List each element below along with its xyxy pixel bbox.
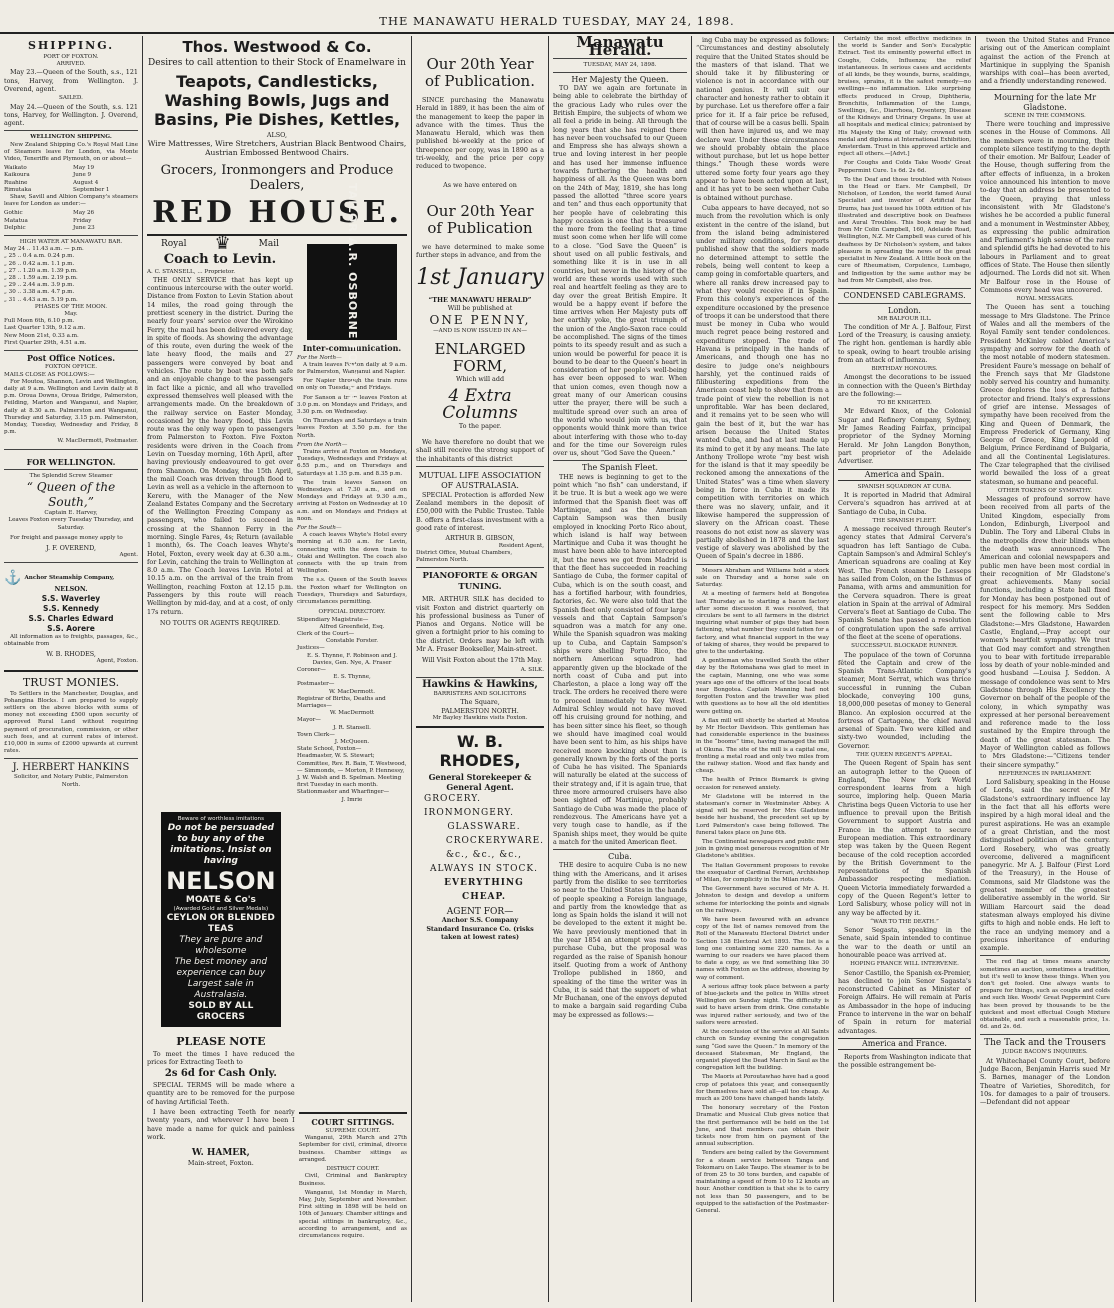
freight-text: For freight and passage money apply to xyxy=(10,534,123,541)
for-wellington-heading: FOR WELLINGTON. xyxy=(26,456,116,467)
court-sittings-heading: COURT SITTINGS. xyxy=(311,1116,395,1127)
mutual-heading: MUTUAL LIFE ASSOCIATION OF AUSTRALASIA. xyxy=(418,470,542,490)
ship-list xyxy=(4,165,138,194)
district-text-2: Wanganui, 1st Monday in March, May, July, September and November. First sitting in 1898 will be held on 10th of January. Chamber sittings and special sittings in bankruptcy, &c., according to arrangement, and as circumstances require. xyxy=(298,1189,407,1239)
ship-name: Rimutaka xyxy=(4,186,32,193)
list-item: Full Moon 6th, 6.10 p.m. xyxy=(4,318,75,325)
france-continued: tween the United States and France arising out of the American complaint against the action of the French at Martinique in supplying the Spanish warships with coal—has been averted, and a friendly understanding renewed. xyxy=(980,36,1110,86)
general-storekeeper: General Storekeeper & General Agent. xyxy=(428,772,532,793)
local-news-11: A serious affray took place between a party of blue-jackets and the police in Willis street Wellington on Sunday night. The difficulty is said to have arisen from drink. One constable was injured rather seriously, and two of the sailors were arrested. xyxy=(696,983,829,1026)
nelson-moate: MOATE & Co's xyxy=(185,894,256,905)
nelson-tea-advert xyxy=(161,812,281,1027)
knighted-text: Mr Edward Knox, of the Colonial Sugar and Refinery Company, Sydney, Mr James Reading Fairfax, principal proprietor of the Sydney Morning Herald. Mr John Langdon Bonython, part proprietor of the Adelaide Advertiser. xyxy=(838,407,971,466)
ship-date: September 1 xyxy=(73,186,110,193)
list-item xyxy=(4,187,138,194)
teapots-list: Teapots, Candlesticks, Washing Bowls, Jugs and Basins, Pie Dishes, Kettles, xyxy=(153,72,401,129)
table-row: „ 31 .. 4.43 a.m. 5.19 p.m. xyxy=(4,296,78,303)
westwood-desires: Desires to call attention to their Stock of Enamelware in xyxy=(148,58,406,68)
list-item: E. S. Thynne, xyxy=(333,674,371,681)
hamer-address: Main-street, Foxton. xyxy=(187,1159,254,1168)
extracting-text: I have been extracting Teeth for nearly twenty years, and wherever I have been I have made a name for quick and painless work. xyxy=(147,1107,295,1141)
local-news-9: The Government have secured of Mr A. H. Johnston to design and develop a uniform scheme for interlocking the points and signals on the railways. xyxy=(696,886,829,914)
local-news-7: The Continental newspapers and public men join in giving most generous recognition of Mr Gladstone's abilities. xyxy=(696,839,829,860)
regent-text: The Queen Regent of Spain has sent an autograph letter to the Queen of England, The New York World correspondent learns from a high source, imploring help. Queen Maria Christina begs Queen Victoria to use her influence to prevail upon the British Government to support Austria and France in the attempt to secure European mediation. This extraordinary step was taken by the Queen Regent because of the cold reception accorded by the British Government to the representations of the Spanish Ambassador respecting mediation. Queen Victoria immediately forwarded a copy of the Queen Regent's letter to Lord Salisbury, whose policy will not in any way be affected by it. xyxy=(838,759,971,917)
list-item xyxy=(4,210,138,217)
list-item: Stipendiary Magistrate— xyxy=(297,616,369,623)
references-text: Lord Salisbury, speaking in the House of Lords, said the secret of Mr Gladstone's extraordinary influence lay in the fact that all his efforts were inspired by a high moral ideal and the purest aspirations. He was an example of a great Christian, and the most distinguished politician of the century. Lord Rosebery, who was greatly overcome, delivered a magnificent panegyric. Mr A. J. Balfour (First Lord of the Treasury), in the House of Commons, said Mr Gladstone was the greatest member of the greatest deliberative assembly in the world. Sir William Harcourt said the dead statesman always employed his divine gifts to high and noble ends. He left to the race an undying memory and a precious inheritance of enduring example. xyxy=(980,778,1110,953)
north-3: For Sanson a train leaves Foxton at 3.0 p.m. on Mondays and Fridays, and 3.30 p.m. on Wednesday. xyxy=(297,394,407,416)
anchor-heading xyxy=(4,571,138,585)
america-france-heading: America and France. xyxy=(838,1038,971,1050)
red-house: RED HOUSE. xyxy=(152,195,402,231)
local-news-14: The honorary secretary of the Foxton Dramatic and Musical Club gives notice that the first performance will be held on the 1st June, and that members can obtain their tickets now from him on payment of the annual subscription. xyxy=(696,1105,829,1148)
balfour-text: The condition of Mr A. J. Balfour, First Lord of the Treasury, is causing anxiety. The right hon. gentleman is hardly able to speak, owing to heart trouble arising from an attack of influenza. xyxy=(838,322,971,364)
sailed-text: May 24.—Queen of the South, s.s. 121 tons, Harvey, for Wellington. J. Overend, agent. xyxy=(4,102,138,128)
for-south-2: The s.s. Queen of the South leaves the Foxton wharf for Wellington on Tuesdays, Thursdays and Saturdays, circumstances permitting. xyxy=(297,577,407,606)
list-item: W. MacDermott xyxy=(329,710,375,717)
tide-table xyxy=(4,246,138,304)
hoping-text: Senor Castillo, the Spanish ex-Premier, has declined to join Senor Sagasta's reconstructed Cabinet as Minister of Foreign Affairs. He will remain at Paris as Ambassador in the hope of inducing France to intervene in the war on behalf of Spain in return for material advantages. xyxy=(838,968,972,1035)
nelson-brand: NELSON xyxy=(166,866,276,895)
paper-date: TUESDAY, MAY 24, 1898. xyxy=(583,61,657,68)
column-advertisements xyxy=(143,36,411,1302)
cuba-continued: ing Cuba may be expressed as follows: “Circumstances and destiny absolutely require that the United States should be the masters of that island. That we should take it by filibustering or violence is not in accordance with our national genius. It will suit our character and honesty rather to obtain it by purchase. Let us therefore offer a fair price for it. If a fair price be refused, that of course will be a casus belli. Spain will then have injured us, and we may declare war. Under these circumstances we should probably obtain the place without purchase, but let us hope better things.” Though these words were uttered some forty four years ago they appear to have been acted upon at last, and it has yet to be seen whether Cuba is obtained without purchase. xyxy=(696,36,830,202)
mails-text: For Moutoa, Shannon, Levin and Wellington, daily at 9 a.m. Wellington and Levin daily at 8 p.m. Oroua Downs, Oroua Bridge, Palmerston, Feilding, Marton and Wanganui, and Napier, daily at 8.30 a.m. Palmerston and Wanganui, Thursday and Saturday, 3.15 p.m. Palmerston, Monday, Tuesday, Wednesday and Friday, 8 p.m. xyxy=(4,378,138,436)
america-france-text: Reports from Washington indicate that the possible estrangement be- xyxy=(838,1053,971,1070)
list-item: ALWAYS IN STOCK. xyxy=(430,864,538,875)
local-news-5: The health of Prince Bismarck is giving occasion for renewed anxiety. xyxy=(696,777,829,791)
red-flag-advert: The red flag at times means anarchy sometimes an auction, sometimes a tradition, but it's well to know these things. When you don't get fooled. One always wants to prepare for things, such as coughs and colds and such like. Woods' Great Peppermint Cure has been proved by thousands to be the quickest and most effectual Cough Mixture obtainable, and such a reasonable price, 1s. 6d. and 2s. 6d. xyxy=(980,959,1110,1031)
local-news-2: At a meeting of farmers held at Bongotea last Thursday as to starting a bacon factory after some discussion it was resolved, that circulars be sent to all farmers in the district inquiring what number of pigs they had been fattening, what number they could fatten for a factory, and what financial support in the way of taking of shares, they would be prepared to give to the undertaking. xyxy=(696,591,829,655)
column-editorial xyxy=(549,36,691,1302)
standard-insurance: Standard Insurance Co. (risks taken at lowest rates) xyxy=(426,924,534,941)
barristers: BARRISTERS AND SOLICITORS xyxy=(433,691,527,698)
foxton-office: FOXTON OFFICE. xyxy=(44,364,98,371)
ship-name: Gothic xyxy=(4,210,23,217)
table-row: „ 27 .. 1.20 a.m. 1.39 p.m. xyxy=(4,267,78,274)
ship-name: Kaikoura xyxy=(4,172,30,179)
coach-heading: Coach to Levin. xyxy=(163,251,277,267)
port-heading: PORT OF FOXTON. xyxy=(43,54,99,60)
spanish-fleet-subheading: THE SPANISH FLEET. xyxy=(872,517,937,524)
list-item: S.S. Charles Edward xyxy=(28,613,114,623)
list-item: Registrar of Births, Deaths and Marriages— xyxy=(297,695,386,709)
ship-name: Matatua xyxy=(4,217,28,224)
other-tokens-text: Messages of profound sorrow have been received from all parts of the United Kingdom, especially from London, Edinburgh, Liverpool and Dublin. The Tory and Liberal Clubs in the metropolis drew their blinds when the death was announced. The American and colonial newspapers and public men have been most cordial in their recognition of Mr Gladstone's great achievements. Many social functions, including a State ball fixed for Monday has been postponed out of respect for his memory. Mrs Sedden sent the following cable to Mrs Gladstone:—Mrs Gladstone, Hawarden Castle, England,—Pray accept our women's heartfelt sympathy. We trust that God may comfort and strengthen you to bear with fortitude irreparable loss by death of your noble-minded and good husband —Louisa J. Seddon. A message of condolence was sent to Mrs Gladstone through His Excellency the Governor on behalf of the people of the colony, in which sympathy was expressed at her personal bereavement and reference made to the loss sustained by the Empire through the death of the great statesman. The Mayor of Wellington cabled as follows to Mrs Gladstone:—“Citizens tender their sincere sympathy.” xyxy=(980,495,1110,769)
year-heading-2: Our 20th Year xyxy=(426,201,534,220)
grocers-text: Grocers, Ironmongers and Produce Dealers, xyxy=(160,163,394,194)
list-item: State School, Foxton— xyxy=(297,746,362,753)
list-item: CROCKERYWARE. xyxy=(445,836,544,847)
column-cablegrams xyxy=(834,36,975,1302)
local-news-1: Messrs Abraham and Williams hold a stock sale on Thursday and a horse sale on Saturday. xyxy=(696,567,829,589)
silk-visit: Will Visit Foxton about the 17th May. xyxy=(422,656,543,665)
district-text: Civil, Criminal and Bankruptcy Business. xyxy=(298,1173,407,1187)
table-row: May 24 .. 11.43 a.m. — p.m. xyxy=(4,246,84,253)
table-row: „ 26 .. 0.42 a.m. 1.1 p.m. xyxy=(4,260,75,267)
balfour-heading: MR BALFOUR ILL. xyxy=(877,315,932,322)
spanish-fleet-text: THE news is beginning to get to the point which “no fish” can understand, if it be true. It is but a week ago we were informed that the Spanish fleet was off Martinique, and as the American Captain Sampson was then busily employed in knocking Porto Rico about, which island is half way between Martinique and Cuba it was thought he must have been able to have intercepted it, but the news we got from Madrid is that the fleet has succeeded in reaching Santiago de Cuba, the former capital of Cuba, which is on the south coast, and has a fortified harbour, with foundries, factories, &c. We were also told that the Spanish fleet only consisted of four large vessels and that Captain Sampson's squadron was a match for any one. While the Spanish squadron was making up to Cuba, and Captain Sampson's ships were shelling Porto Rico, the northern American squadron had apparently given up the blockade of the north coast of Cuba and put into Charleston, a place a long way off the track. The orders he received there were to proceed immediately to Key West. Admiral Schley would not have moved off his cruising ground for nothing, and has been sitter since his fleet, so though we should have imagined coal would have been sent to him, as his ships have received more knocking about than is generally known by the forts of the ports of Cuba he has visited. The Spaniards will naturally be elated at the success of their strategy and, if it is again true, that three more armoured cruisers have also been sighted off Martinique, probably Santiago de Cuba was made the place of rendezvous. The Americans have yet a very tough case to handle, as if the Spanish ships meet, they would be quite a match for the united American fleet. xyxy=(553,472,687,846)
list-item: First Quarter 29th, 4.51 a.m. xyxy=(4,339,87,346)
table-row: „ 28 .. 1.59 a.m. 2.19 p.m. xyxy=(4,275,78,282)
list-item: S.S. Waverley xyxy=(41,593,101,603)
royal-messages-heading: ROYAL MESSAGES. xyxy=(1016,296,1074,303)
extra-columns: 4 Extra Columns xyxy=(442,385,518,423)
issued-text: —AND IS NOW ISSUED IN AN— xyxy=(433,328,527,335)
ship-name: Waikato xyxy=(4,165,27,172)
local-news-6: Mr Gladstone will be interred in the statesman's corner in Westminster Abbey. A signal will be reserved for Mrs Gladstone beside her husband, the precedent set up by Lord Palmerston's case being followed. The funeral takes place on June 6th. xyxy=(696,793,829,836)
list-item xyxy=(4,172,138,179)
local-news-3: A gentleman who travelled South the other day by the Rotomahana was glad to meet in the captain, Manning, one who was some years ago one of the officers of the local boats near Bongotea. Captain Manning had not forgotten Foxton and the traveller was plied with questions as to how all the old identities were getting on. xyxy=(696,658,829,715)
nelson-persuade: Do not be persuaded to buy any of the imitations. Insist on having xyxy=(167,822,274,866)
war-text: Senor Segasta, speaking in the Senate, said Spain intended to continue the war to the death or until an honourable peace was arrived at. xyxy=(838,926,971,960)
anchor-icon: ⚓ xyxy=(4,570,22,587)
list-item xyxy=(4,225,138,232)
list-item: S.S. Kennedy xyxy=(43,603,99,613)
wb-rhodes-heading: W. B. RHODES, xyxy=(439,732,521,771)
support-text: We have therefore no doubt that we shall still receive the strong support of the inhabitants of this district xyxy=(416,437,544,463)
wellington-text: New Zealand Shipping Co.'s Royal Mail Line of Steamers leave for London, via Monte Video, Teneriffe and Plymouth, on or about— xyxy=(4,141,138,162)
cuba-decay: Cuba appears to have decayed, not so much from the revolution which is only existent in the centre of the island, but from the island being administered under military conditions, for reports published show that the soldiers made no determined attempt to settle the rebels, being well content to keep a camp going in comfortable quarters, and where all ranks drew increased pay to what they would receive if in Spain. From this colony's experiences of the expenditure occasioned by the presence of troops it can be understood that there must be money in Cuba who would much regret peace being restored and expenditure stopped. The trade of Havana is principally in the hands of Americans, and though one has no desire to judge one's neighbours harshly, yet the continued raids of filibustering expeditions from the American coast help to show that from a trade point of view the rebellion is not unprofitable. War has been declared, and it remains yet to be seen who will gain the best of it, but the war has arisen because the United States wanted Cuba, and had at last made up its mind to get it by any means. The late Anthony Trollope wrote “my best wish for the island is that it may speedily be reckoned among the annexations of the United States” was a time when slavery being in force in Cuba it made its competition with territories on which there was no slavery, unfair, and it likewise hampered the suppression of slavery on the African coast. These reasons do not exist now as slavery was partially abolished in 1878 and the last vestige of slavery was abolished by the Queen of Spain's decree in 1886. xyxy=(696,203,829,561)
table-row: „ 29 .. 2.44 a.m. 3.9 p.m. xyxy=(4,282,75,289)
anchor-co: Anchor S.S. Company xyxy=(441,916,519,925)
enlarged-form: ENLARGED FORM, xyxy=(434,340,526,376)
agent-for: AGENT FOR— xyxy=(446,907,514,918)
for-north: For the North— xyxy=(297,354,342,361)
silk-signature: A. SILK. xyxy=(520,666,544,673)
palmerston: PALMERSTON NORTH. xyxy=(441,706,519,715)
please-note-heading: PLEASE NOTE xyxy=(176,1035,266,1049)
list-item: Headmaster, W. S. Stewart; Committee, Rev. R. Bain, T. Westwood, — Simmonds, — Morton, P. Hennessy, J. W. Walsh and B. Spelman. Meeting first Tuesday in each month. xyxy=(297,753,407,789)
district-court: DISTRICT COURT. xyxy=(326,1166,380,1173)
trust-monies-heading: TRUST MONIES. xyxy=(22,675,120,689)
hankins-title: Solicitor, and Notary Public, Palmerston North. xyxy=(14,774,128,788)
postmaster-sig: W. MacDermott, Postmaster. xyxy=(57,438,138,445)
moon-month: May. xyxy=(64,311,78,318)
her-majesty-text: TO DAY we again are fortunate in being able to celebrate the birthday of the gracious Lady who rules over the British Empire, the subjects of whom we all feel a pride in being. All through the long years that she has reigned there has never been vouchsafed to our Queen and Empress she has always shown a true and loving interest in her people and has used her immense influence towards furthering the health and happiness of all. As the Queen was born on the 24th of May, 1819, she has long passed the allotted “three score years and ten” and thus each opportunity that her people have of celebrating this happy occasion is one that is treasured the more from the feeling that a time must soon come when her life will come to a close. “God Save the Queen” is shout used on all public festivals, and something like it is in use in all countries, but never in the history of the world are these words used with such real and heartfelt feeling as they are to day over the great British Empire. It would be a happy event if before the time arrives when Her Majesty puts off her earthly yoke, the great triumph of the union of the Anglo-Saxon race could be accomplished. The signs of the times points to its speedy result and as such a union would be powerful for peace it is bound to be dear to the Queen's heart in consideration of her people's well-being has ever been opposed to war. When that union comes, even though now a great many of our American cousins utter the prayer, there will be such a multitude spread over such an area of the world who would join with us, that opponents would think more than twice about interfering with those who to-day and for the time our Sovereign rules over us, shout “God Save the Queen.” xyxy=(553,84,687,458)
nelson-best: The best money and experience can buy xyxy=(174,957,268,979)
nelson-beware: Beware of worthless imitations xyxy=(177,815,264,822)
overend: J. F. OVEREND, xyxy=(45,543,97,552)
cuba-text: THE desire to acquire Cuba is no new thing with the Americans, and it arises partly from the dislike to see territories so near to the United States in the hands of people speaking a Foreign language, and partly from the knowledge that as long as Spain holds the island it will not be developed to the extent it might be. We have previously mentioned that in the year 1854 an attempt was made to purchase Cuba, but the proposal was regarded as the raise of Spanish honour itself. Quoting from a work of Anthony Trollope published in 1860, and speaking of the time the writer was in Cuba, it is said that the support of what Mr Buchanan, one of the envoys deputed to make a bargain said regarding Cuba may be expressed as follows:— xyxy=(553,861,687,1019)
herald-name: “THE MANAWATU HERALD” xyxy=(428,295,532,304)
directory-list xyxy=(297,617,407,804)
hawkins-heading: Hawkins & Hawkins, xyxy=(422,678,538,690)
london-heading: London. xyxy=(888,306,921,316)
list-item: &c., &c., &c., xyxy=(445,850,523,861)
arrived-heading: ARRIVED. xyxy=(56,61,86,68)
entered-text: As we have entered on xyxy=(443,180,517,189)
silk-text: MR. ARTHUR SILK has decided to visit Foxton and district quarterly on his professional business as Tuner of Pianos and Organs. Notice will be given a fortnight prior to his coming to the district. Orders may be left with Mr A. Fraser Bookseller, Main-street. xyxy=(416,595,544,654)
regent-heading: THE QUEEN REGENT'S APPEAL. xyxy=(856,752,953,759)
published-text: Will be published at xyxy=(447,303,513,312)
please-note-text: To meet the times I have reduced the prices for Extracting Teeth to xyxy=(147,1050,295,1067)
rhodes-name: W. B. RHODES, xyxy=(46,650,96,659)
ship-date: May 19 xyxy=(73,165,95,172)
ship-date: August 4 xyxy=(73,179,99,186)
squadron-heading: SPANISH SQUADRON AT CUBA. xyxy=(857,483,952,490)
runner-heading: SUCCESSFUL BLOCKADE RUNNER. xyxy=(851,643,958,650)
overend-agent: Agent. xyxy=(119,552,138,559)
list-item xyxy=(4,165,138,172)
list-item: EVERYTHING CHEAP. xyxy=(444,878,524,903)
nelson-medals: (Awarded Gold and Silver Medals) xyxy=(173,905,269,912)
rhodes-agent: Agent, Foxton. xyxy=(96,658,138,665)
knighted-heading: TO BE KNIGHTED. xyxy=(877,400,932,407)
anchor-info: All information as to freights, passages, &c., obtainable from xyxy=(4,633,138,647)
year-heading-1: Our 20th Year xyxy=(426,55,534,73)
coach-text: THE ONLY SERVICE that has kept up continuous intercourse with the outer world. Distance from Foxton to Levin Station about 14 miles, the road going through the prettiest scenery in the district. During the nearly four years' service over the Wirokino Ferry, the mail has been delivered every day, in spite of floods. As showing the advantage of this route, even during the week of the late heavy flood, the mails and 27 passengers were conveyed by boat and vehicles. The route by boat was both safe and an enjoyable change to the passengers in fact like a picnic, and all who travelled expressed themselves well pleased with the arrangements made. On the breakdown of the railway service on Easter Monday, occasioned by the heavy flood, this Levin route was the only way open to passengers from Palmerston to Foxton. Five Foxton residents were driven in the Coach from Levin on Tuesday morning, 16th April, after having previously endeavoured to get over from Shannon. On Monday, the 15th April, the mail Coach was driven through flood to Levin as well as a vehicle in the afternoon to Kereru, with the Manager of the New Zealand Estates Company and the Secretary of the Wellington Freezing Company as passengers, who failed to succeed in crossing at the Shannon Ferry in the morning. Single Fares, 4s; Return (available 1 month), 6s. The Coach leaves Whyte's Hotel, Foxton, every week day at 6.30 a.m., for Levin, catching the train to Wellington at 8.0 a.m. The Coach leaves Levin Hotel at 10.15 a.m. on the arrival of the train from Wellington, reaching Foxton at 12.15 p.m. Passengers by this route will reach Wellington by mid-day, and at a cost, of only 17s return. xyxy=(147,275,293,616)
ship-date: Friday xyxy=(73,217,92,224)
local-news-13: The Maoris at Poroutawhao have had a good crop of potatoes this year, and consequently for themselves have sold all—all too cheap. As much as 200 tons have changed hands lately. xyxy=(696,1074,829,1102)
publication-heading-2: of Publication xyxy=(427,218,533,237)
arrived-text: May 23.—Queen of the South, s.s., 121 tons, Harvey, from Wellington. J. Overend, agent. xyxy=(4,68,138,93)
for-south-1: A coach leaves Whyte's Hotel every morning at 6.30 a.m. for Levin, connecting with the down train to Otaki and Wellington. The coach also connects with the up train from Wellington. xyxy=(297,532,407,575)
no-touts: NO TOUTS OR AGENTS REQUIRED. xyxy=(159,618,281,627)
woods-advert: For Coughs and Colds Take Woods' Great Peppermint Cure. 1s 6d. 2s 6d. xyxy=(838,160,971,174)
squadron-text: It is reported in Madrid that Admiral Cervera's squadron has arrived at at Santiago de Cuba, in Cuba. xyxy=(838,491,971,516)
list-item: Alfred Greenfield, Esq. xyxy=(319,623,385,630)
mail-label: Mail xyxy=(258,239,279,250)
spanish-fleet-heading: The Spanish Fleet. xyxy=(582,463,658,473)
shaw-text: Shaw, Savill and Albion Company's steamers leave for London as under:— xyxy=(4,194,138,208)
tailor-text: TAILOR A.R. OSBORNE FOXTON xyxy=(346,183,360,402)
intercommunication-heading: Inter-communication. xyxy=(302,343,402,354)
mutual-text: SPECIAL Protection is afforded New Zealand members in the deposit of £50,000 with the Public Trustee. Table B. offers a first-class investment with a good rate of interest. xyxy=(416,490,544,533)
list-item xyxy=(4,218,138,225)
price-text: 2s 6d for Cash Only. xyxy=(164,1067,277,1079)
war-heading: “WAR TO THE DEATH.” xyxy=(870,918,939,925)
list-item: Justices— xyxy=(297,645,325,652)
local-news-15: Tenders are being called by the Government for a steam service between Tanga and Tokomaru on Lake Taupo. The steamer is to be of from 25 to 30 tons burden, and capable of maintaining a speed of from 10 to 12 knots an hour. Another condition is that she is to carry not less than 50 passengers, and to be equipped to the satisfaction of the Postmaster-General. xyxy=(696,1150,830,1214)
wellington-shipping-heading: WELLINGTON SHIPPING. xyxy=(30,134,112,141)
list-item: IRONMONGERY. xyxy=(424,808,514,819)
judge-heading: JUDGE BACON'S INQUIRIES. xyxy=(1002,1049,1088,1056)
captain: Captain E. Harvey, xyxy=(44,510,98,517)
also-text: ALSO, xyxy=(266,131,288,139)
mourning-heading: Mourning for the late Mr Gladstone. xyxy=(993,92,1097,112)
runner-text: The populace of the town of Corunna fêted the Captain and crew of the Spanish Trans-Atlantic Company's steamer, Mont Serrat, which was thrice successful in running the Cuban blockade, conveying 100 guns, 18,000,000 pesetas of money to General Blanco. An explosion occurred at the fortress of Cartagena, the chief naval arsenal of Spain. Two were killed and sixty-two wounded, including the Governor. xyxy=(838,650,971,750)
list-item: Coroner— xyxy=(297,666,326,673)
for-south: For the South— xyxy=(297,525,342,532)
since-text: SINCE purchasing the Manawatu Herald in 1889, it has been the aim of the management to keep the paper in advance with the times. Thus the Manawatu Herald, which was then published bi-weekly at the price of threepence per copy, was in 1890 as a tri-weekly, and the price per copy reduced to twopence. xyxy=(416,96,544,171)
table-row: „ 25 .. 0.4 a.m. 0.24 p.m. xyxy=(4,253,75,260)
bayley-hawkins: Mr Bayley Hawkins visits Foxton. xyxy=(432,714,528,721)
anchor-company: Anchor Steamship Company, xyxy=(24,574,115,581)
hoping-heading: HOPING FRANCE WILL INTERVENE. xyxy=(850,961,959,968)
piano-heading: PIANOFORTE & ORGAN TUNING. xyxy=(422,571,538,593)
birthday-heading: BIRTHDAY HONOURS. xyxy=(871,366,938,373)
list-item: Constable Forster. xyxy=(325,638,379,645)
list-item: S.S. Aorere xyxy=(47,623,95,633)
trust-text: To Settlers in the Manchester, Douglas, and Pohangina Blocks. I am prepared to supply settlers on the above blocks with sums of money not exceeding £500 upon security of approved Rural Land without requiring payment of procuration, commission, or other such fees, and at current rates of interest. £10,000 in sums of £2000 upwards at current rates. xyxy=(4,690,138,755)
steamer-line: The Splendid Screw Steamer xyxy=(29,472,113,479)
list-item: Stationmaster and Wharfinger— xyxy=(297,789,390,796)
local-news-8: The Italian Government proposes to revoke the exequatur of Cardinal Ferrari, Archbishop of Milan, for complicity in the Milan riots. xyxy=(696,862,829,884)
list-item: J. McQueen. xyxy=(334,738,370,745)
local-news-4: A flax mill will shortly be started at Moutoa by Mr Hector Davidson. This gentleman has had considerable experience in the business in the “booms” time, having managed the mill at Okuna. The site of the mill is a capital one, fronting a metal road and only two miles from the railway station. Wood and flax handy and cheap. xyxy=(696,717,829,775)
masthead xyxy=(0,0,1114,34)
from-north-1: Trains arrive at Foxton on Mondays, Tuesdays, Wednesdays and Fridays at 6.55 p.m., and on Thursdays and Saturdays at 1.35 p.m. and 8.35 p.m. xyxy=(297,449,407,477)
gibson-name: ARTHUR B. GIBSON, xyxy=(445,534,515,543)
list-item: New Moon 21st, 0.33 a.m. xyxy=(4,332,79,339)
stansell: A. C. STANSELL, ... Proprietor. xyxy=(147,268,236,275)
list-item: GLASSWARE. xyxy=(447,822,521,833)
mails-heading: MAILS CLOSE AS FOLLOWS:— xyxy=(4,371,95,378)
list-item: W. MacDermott. xyxy=(329,688,375,695)
to-paper: To the paper. xyxy=(458,421,502,430)
which-text: Which will add xyxy=(455,375,505,384)
north-1: A train leaves Foxton daily at 9 a.m. for Palmerston, Wanganui and Napier. xyxy=(297,361,407,375)
gibson-title: Resident Agent, xyxy=(498,542,544,549)
publication-heading-1: of Publication. xyxy=(425,72,535,90)
nelson-teas: CEYLON OR BLENDED TEAS xyxy=(166,913,275,935)
list-item: Last Quarter 13th, 9.12 a.m. xyxy=(4,325,86,332)
gibson-office: District Office, Mutual Chambers, Palmerston North. xyxy=(416,549,513,564)
leaves-text: Leaves Foxton every Tuesday Thursday, and Saturday. xyxy=(8,517,134,531)
list-item: Clerk of the Court— xyxy=(297,630,355,637)
nelson-heading: NELSON. xyxy=(54,585,88,594)
from-north-2: The train leaves Sanson on Wednesdays at 7.30 a.m., and on Mondays and Fridays at 9.30 a.m., arriving at Foxton on Wednesday at 10 a.m. and on Mondays and Fridays at noon. xyxy=(297,479,407,522)
scene-text: There were touching and impressive scenes in the House of Commons. All the members were in mourning, their complete silence testifying to the depth of their emotion. Mr Balfour, Leader of the House, though suffering from the after effects of influenza, in a broken voice announced his intention to move to-day that an address be presented to the Queen, praying that unless inconsistent with Mr Gladstone's wishes he be accorded a public funeral and a monument in Westminster Abbey, as expressing the public admiration and Parliament's high sense of the rare and splendid gifts he had devoted to his labours in Parliament and to great offices of State. The House then silently adjourned. The Lords did not sit. When Mr Balfour rose in the House of Commons every head was uncovered. xyxy=(980,119,1110,294)
north-2: For Napier through the train runs on only on Tuesdays and Fridays. xyxy=(297,378,407,392)
royal-mail-banner xyxy=(147,233,293,255)
january-heading: 1st January xyxy=(416,264,544,290)
ship-name: Ruahine xyxy=(4,179,28,186)
supreme-text: Wanganui, 29th March and 27th September for civil, criminal, divorce business. Chamber sittings as arranged. xyxy=(298,1135,407,1163)
local-news-10: We have been favoured with an advance copy of the list of names removed from the Roll of the Manawatu Electoral District under Section 138 Electoral Act 1893. The list is a long one containing some 220 names. As a warning to our readers we have placed them to date a copy, as we find something like 30 names with Foxton as the address, showing by way of comment. xyxy=(696,917,829,981)
list-item: J. R. Stansell. xyxy=(333,724,371,731)
moon-heading: PHASES OF THE MOON. xyxy=(34,303,108,310)
other-tokens-heading: OTHER TOKENS OF SYMPATHY. xyxy=(997,487,1093,494)
ship-date: May 26 xyxy=(73,210,95,217)
paper-logo: Manawatu Herald. xyxy=(576,36,664,60)
hankins-name: J. HERBERT HANKINS xyxy=(12,762,130,774)
determined-text: we have determined to make some further steps in advance, and from the xyxy=(416,242,544,260)
birthday-text: Amongst the decorations to be issued in connection with the Queen's Birthday are the following:— xyxy=(838,373,971,398)
royal-label: Royal xyxy=(160,239,187,250)
cuba-heading: Cuba. xyxy=(608,852,632,862)
scene-heading: SCENE IN THE COMMONS. xyxy=(1004,112,1086,119)
westwood-heading: Thos. Westwood & Co. xyxy=(182,38,372,56)
nelson-largest: Largest sale in Australasia. xyxy=(187,979,254,1001)
coach-ad xyxy=(147,233,293,803)
condensed-heading: CONDENSED CABLEGRAMS. xyxy=(843,290,966,300)
nelson-sold: SOLD BY ALL GROCERS xyxy=(188,1001,254,1023)
mattresses-text: Wire Mattresses, Wire Stretchers, Austrian Black Bentwood Chairs, Austrian Embossed Bentwood Chairs. xyxy=(147,139,407,158)
official-directory-heading: OFFICIAL DIRECTORY. xyxy=(318,609,386,616)
column-publication xyxy=(412,36,548,1302)
her-majesty-heading: Her Majesty the Queen. xyxy=(571,74,669,84)
special-terms: SPECIAL TERMS will be made where a quantity are to be removed for the purpose of having Artificial Teeth. xyxy=(147,1081,295,1106)
shipping-heading: SHIPPING. xyxy=(27,39,115,52)
list-item: Town Clerk— xyxy=(297,731,335,738)
spanish-fleet-cable: A message received through Reuter's agency states that Admiral Cervera's squadron has left Santiago de Cuba. Captain Sampson's and Admiral Schley's American squadrons are coaling at Key West. The French steamer De Lesseps has sailed from Colon, on the Isthmus of Panama, with arms and ammunition for the Cervera squadron. There is great elation in Spain at the arrival of Admiral Cervera's fleet at Santiago de Cuba. The Spanish Senate has passed a resolution of congratulation upon the safe arrival of the fleet at the scene of operations. xyxy=(838,525,971,642)
list-item xyxy=(4,180,138,187)
local-news-12: At the conclusion of the service at All Saints church on Sunday evening the congregation sang “God save the Queen.” In memory of the deceased Statesman, Mr England, the organist played the Dead March in Saul as the congregation left the building. xyxy=(696,1029,829,1072)
judge-text: At Whitechapel County Court, before Judge Bacon, Benjamin Harris sued Mr S. Barnes, manager of the London Theatre of Varieties, Shoreditch, for 10s. for damages to a pair of trousers.—Defendant did not appear xyxy=(980,1056,1110,1107)
north-4: On Thursdays and Saturdays a train leaves Foxton at 3.50 p.m. for the North. xyxy=(297,418,407,439)
high-water-heading: HIGH WATER AT MANAWATU BAR. xyxy=(19,239,123,246)
post-office-heading: Post Office Notices. xyxy=(26,353,116,364)
column-news xyxy=(692,36,833,1302)
list-item: Mayor— xyxy=(297,717,321,724)
queen-of-south: “ Queen of the South,” xyxy=(26,480,116,510)
column-gladstone xyxy=(976,36,1114,1302)
ship-date: June 23 xyxy=(73,224,95,231)
deaf-advert: To the Deaf and those troubled with Noises in the Head or Ears. Mr Campbell, Dr Nicholson, of London, the world famed Aural Specialist and inventor of Artificial Ear Drums, has just issued his 100th edition of his illustrated and descriptive book on Deafness and Aural Troubles. This book may be had from Mr Colin Campbell, 160, Adelaide Road, Wellington, N.Z. Mr Campbell was cured of his deafness by Dr Nicholson's system, and takes pleasure in spreading the news of the great specialist in New Zealand. A little book on the cure of Rheumatism, Corpulence, Lumbago, and Indigestion by the same author may be had from Mr Campbell, also free. xyxy=(838,176,971,284)
eucalyptus-advert: Certainly the most effective medicines in the world is Sander and Son's Eucalyptic Extract. Test its eminently powerful effect in Coughs, Colds, Influenza; the relief instantaneous. In serious cases and accidents of all kinds, be they wounds, burns, scaldings, bruises, sprains, it is the safest remedy—no swellings—no inflammation. Like surprising effects produced in Croup, Diphtheria, Bronchitis, Inflammation of the Lungs, Swellings, &c., Diarrhoea, Dysentery, Disease of the Kidneys and Urinary Organs. In use at all hospitals and medical clinics; patronised by His Majesty the King of Italy; crowned with medal and diploma at International Exhibition, Amsterdam. Trust in this approved article and reject all others.—[Advt.] xyxy=(838,36,971,158)
one-penny: ONE PENNY, xyxy=(429,313,531,328)
table-row: „ 30 .. 3.38 a.m. 4.7 p.m. xyxy=(4,289,75,296)
list-item: Postmaster— xyxy=(297,681,335,688)
tack-heading: The Tack and the Trousers xyxy=(984,1038,1106,1049)
ship-date: June 9 xyxy=(73,172,92,179)
hamer-name: W. HAMER, xyxy=(191,1148,250,1159)
nelson-pure: They are pure and wholesome xyxy=(179,935,263,957)
list-item: J. Imrie xyxy=(341,796,363,803)
america-spain-heading: America and Spain. xyxy=(838,469,971,481)
column-shipping xyxy=(0,36,142,1302)
ship-name: Delphic xyxy=(4,224,26,231)
list-item: E. S. Thynne, F. Robinson and J. Davies, Gen. Nye, A. Fraser xyxy=(306,652,397,666)
newspaper-title: THE MANAWATU HERALD TUESDAY, MAY 24, 1898. xyxy=(379,14,735,28)
from-north: From the North— xyxy=(297,441,348,448)
the-square: The Square, xyxy=(460,698,500,707)
list-item: GROCERY. xyxy=(424,794,481,805)
crest-icon: ♛ xyxy=(214,233,231,255)
references-heading: REFERENCES IN PARLIAMENT. xyxy=(998,770,1092,777)
royal-messages-text: The Queen has sent a touching message to Mrs Gladstone. The Prince of Wales and all the members of the Royal Family sent tender condolences. President McKinley cabled America's sympathy and sorrow for the death of the most notable of modern statesmen. President Faure's message on behalf of the French says that Mr Gladstone nobly served his country and humanity. Greece deplores the loss of a father protector and friend. Italy's expressions of grief are intense. Messages of sympathy have been received from the King and Queen of Denmark, the Empress Frederick of Germany, King George of Greece, King Leopold of Belgium, Prince Ferdinand of Bulgaria, and all the Continental Legislatures. The Czar telegraphed that the civilised world bewailed the loss of a great statesman, so humane and peaceful. xyxy=(980,303,1110,486)
supreme-court: SUPREME COURT. xyxy=(325,1128,381,1135)
sailed-heading: SAILED. xyxy=(59,95,83,102)
